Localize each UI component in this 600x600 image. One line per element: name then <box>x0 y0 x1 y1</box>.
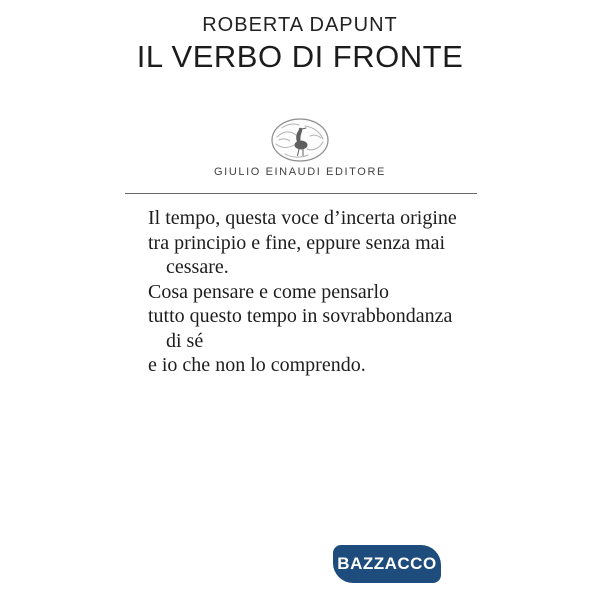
poem-line: Cosa pensare e come pensarlo <box>148 280 390 303</box>
watermark-badge <box>333 545 441 583</box>
einaudi-ostrich-emblem-icon <box>270 117 330 163</box>
poem-line: tutto questo tempo in sovrabbondanza <box>148 305 453 327</box>
poem-line: di sé <box>166 329 204 352</box>
poem-line: tra principio e fine, eppure senza mai <box>148 231 446 254</box>
poem-line: Il tempo, questa voce d’incerta origine <box>148 207 457 229</box>
author-name: ROBERTA DAPUNT <box>202 14 398 36</box>
poem-line: cessare. <box>166 256 229 278</box>
poem-excerpt <box>148 206 478 378</box>
book-title: IL VERBO DI FRONTE <box>136 39 464 74</box>
watermark-label: BAZZACCO <box>337 554 437 573</box>
poem-line: e io che non lo comprendo. <box>148 354 366 376</box>
publisher-name: GIULIO EINAUDI EDITORE <box>214 166 386 178</box>
divider <box>125 193 477 194</box>
